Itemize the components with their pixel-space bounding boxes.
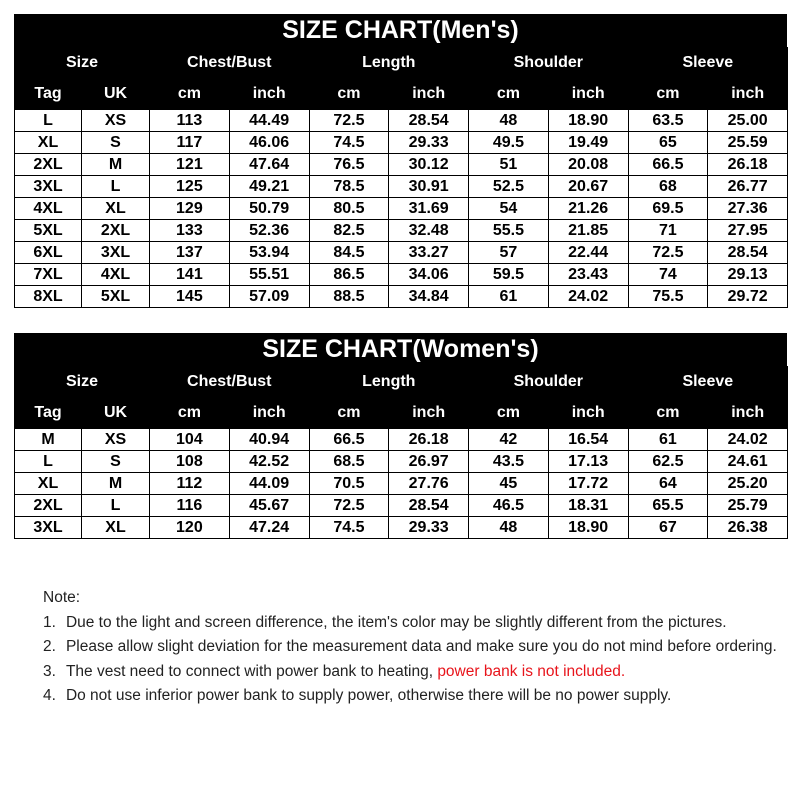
- table-cell: 86.5: [309, 264, 389, 286]
- table-row: [15, 451, 788, 473]
- table-cell: 84.5: [309, 242, 389, 264]
- table-cell: 49.21: [229, 176, 309, 198]
- table-cell: 64: [628, 473, 708, 495]
- table-cell: L: [82, 176, 150, 198]
- table-cell: 72.5: [309, 110, 389, 132]
- note-number: 4.: [43, 687, 56, 704]
- sub-header: cm: [309, 398, 389, 429]
- sub-header: UK: [82, 398, 150, 429]
- table-cell: 52.5: [469, 176, 549, 198]
- table-cell: 61: [628, 429, 708, 451]
- sub-header: Tag: [15, 398, 82, 429]
- group-header-shoulder: Shoulder: [469, 48, 629, 79]
- table-cell: 49.5: [469, 132, 549, 154]
- table-cell: 31.69: [389, 198, 469, 220]
- table-cell: 137: [150, 242, 230, 264]
- table-cell: 20.67: [548, 176, 628, 198]
- table-row: [15, 132, 788, 154]
- sub-header: inch: [708, 79, 788, 110]
- table-cell: L: [15, 110, 82, 132]
- table-cell: 22.44: [548, 242, 628, 264]
- table-cell: 19.49: [548, 132, 628, 154]
- table-cell: 112: [150, 473, 230, 495]
- table-cell: 78.5: [309, 176, 389, 198]
- women-group-header-row: [15, 367, 788, 398]
- table-cell: 4XL: [15, 198, 82, 220]
- table-cell: 113: [150, 110, 230, 132]
- table-cell: 5XL: [82, 286, 150, 308]
- sub-header: inch: [548, 79, 628, 110]
- table-cell: 145: [150, 286, 230, 308]
- sub-header: cm: [469, 398, 549, 429]
- table-cell: 53.94: [229, 242, 309, 264]
- table-cell: 17.13: [548, 451, 628, 473]
- table-cell: 26.77: [708, 176, 788, 198]
- table-cell: 28.54: [708, 242, 788, 264]
- table-cell: S: [82, 451, 150, 473]
- table-cell: 72.5: [309, 495, 389, 517]
- men-table-body: [15, 110, 788, 308]
- table-cell: 129: [150, 198, 230, 220]
- table-cell: 26.97: [389, 451, 469, 473]
- note-warning-text: power bank is not included.: [437, 662, 626, 680]
- group-header-chest: Chest/Bust: [150, 48, 310, 79]
- women-chart-title: SIZE CHART(Women's): [14, 333, 787, 366]
- table-cell: 66.5: [309, 429, 389, 451]
- table-cell: 40.94: [229, 429, 309, 451]
- note-item: [43, 635, 783, 660]
- table-cell: 44.49: [229, 110, 309, 132]
- table-cell: 104: [150, 429, 230, 451]
- sub-header: inch: [229, 79, 309, 110]
- note-number: 1.: [43, 613, 56, 631]
- group-header-shoulder: Shoulder: [469, 367, 629, 398]
- table-cell: 5XL: [15, 220, 82, 242]
- table-cell: 117: [150, 132, 230, 154]
- table-cell: 54: [469, 198, 549, 220]
- table-row: [15, 198, 788, 220]
- table-cell: 21.85: [548, 220, 628, 242]
- sub-header: cm: [150, 79, 230, 110]
- table-cell: 52.36: [229, 220, 309, 242]
- table-cell: XS: [82, 429, 150, 451]
- table-cell: 2XL: [15, 154, 82, 176]
- table-cell: 26.18: [708, 154, 788, 176]
- table-cell: 27.76: [389, 473, 469, 495]
- table-cell: 24.02: [548, 286, 628, 308]
- table-cell: 4XL: [82, 264, 150, 286]
- table-cell: 65.5: [628, 495, 708, 517]
- table-cell: 42.52: [229, 451, 309, 473]
- table-cell: 46.5: [469, 495, 549, 517]
- table-cell: 46.06: [229, 132, 309, 154]
- women-size-chart: [14, 333, 787, 539]
- table-cell: 28.54: [389, 495, 469, 517]
- men-group-header-row: [15, 48, 788, 79]
- table-cell: 6XL: [15, 242, 82, 264]
- note-item: [43, 660, 783, 685]
- men-size-table: [14, 47, 788, 308]
- table-cell: 65: [628, 132, 708, 154]
- table-cell: 26.18: [389, 429, 469, 451]
- table-cell: 23.43: [548, 264, 628, 286]
- table-cell: 44.09: [229, 473, 309, 495]
- table-cell: 2XL: [15, 495, 82, 517]
- table-cell: 18.31: [548, 495, 628, 517]
- table-cell: 66.5: [628, 154, 708, 176]
- table-cell: 61: [469, 286, 549, 308]
- table-cell: 70.5: [309, 473, 389, 495]
- table-cell: 7XL: [15, 264, 82, 286]
- table-cell: 88.5: [309, 286, 389, 308]
- table-cell: 68.5: [309, 451, 389, 473]
- table-cell: 30.91: [389, 176, 469, 198]
- table-cell: 55.51: [229, 264, 309, 286]
- sub-header: cm: [309, 79, 389, 110]
- notes-section: [43, 586, 783, 709]
- table-cell: M: [15, 429, 82, 451]
- table-cell: 116: [150, 495, 230, 517]
- table-cell: 47.64: [229, 154, 309, 176]
- table-cell: 75.5: [628, 286, 708, 308]
- table-row: [15, 110, 788, 132]
- table-cell: 62.5: [628, 451, 708, 473]
- note-number: 2.: [43, 638, 56, 655]
- table-cell: L: [82, 495, 150, 517]
- table-cell: 25.20: [708, 473, 788, 495]
- table-cell: 121: [150, 154, 230, 176]
- group-header-chest: Chest/Bust: [150, 367, 310, 398]
- table-cell: 29.33: [389, 517, 469, 539]
- table-cell: M: [82, 473, 150, 495]
- note-text: Due to the light and screen difference, the item's color may be slightly different from the pictures.: [65, 613, 727, 631]
- table-cell: 45: [469, 473, 549, 495]
- table-cell: 69.5: [628, 198, 708, 220]
- table-cell: XL: [82, 517, 150, 539]
- sub-header: inch: [708, 398, 788, 429]
- table-cell: 33.27: [389, 242, 469, 264]
- table-cell: 68: [628, 176, 708, 198]
- table-cell: 2XL: [82, 220, 150, 242]
- sub-header: UK: [82, 79, 150, 110]
- table-cell: 120: [150, 517, 230, 539]
- table-cell: 20.08: [548, 154, 628, 176]
- table-cell: XL: [15, 473, 82, 495]
- table-cell: 3XL: [15, 176, 82, 198]
- table-row: [15, 220, 788, 242]
- sub-header: inch: [229, 398, 309, 429]
- table-cell: 25.59: [708, 132, 788, 154]
- table-cell: 34.06: [389, 264, 469, 286]
- note-text: Please allow slight deviation for the measurement data and make sure you do not mind before ordering.: [65, 638, 777, 655]
- table-cell: 47.24: [229, 517, 309, 539]
- table-cell: 29.72: [708, 286, 788, 308]
- table-cell: 21.26: [548, 198, 628, 220]
- table-cell: M: [82, 154, 150, 176]
- table-cell: 24.02: [708, 429, 788, 451]
- table-cell: XL: [15, 132, 82, 154]
- table-cell: 50.79: [229, 198, 309, 220]
- table-cell: 28.54: [389, 110, 469, 132]
- table-cell: 3XL: [82, 242, 150, 264]
- group-header-sleeve: Sleeve: [628, 367, 788, 398]
- sub-header: inch: [389, 398, 469, 429]
- table-cell: 27.95: [708, 220, 788, 242]
- table-cell: 74: [628, 264, 708, 286]
- sub-header: cm: [150, 398, 230, 429]
- table-row: [15, 495, 788, 517]
- men-size-chart: [14, 14, 787, 308]
- table-cell: 74.5: [309, 132, 389, 154]
- sub-header: inch: [548, 398, 628, 429]
- table-cell: 63.5: [628, 110, 708, 132]
- group-header-size: Size: [15, 367, 150, 398]
- table-cell: 48: [469, 517, 549, 539]
- note-text: The vest need to connect with power bank to heating,: [65, 662, 438, 680]
- table-row: [15, 264, 788, 286]
- sub-header: cm: [628, 398, 708, 429]
- table-cell: 51: [469, 154, 549, 176]
- table-cell: 3XL: [15, 517, 82, 539]
- table-cell: 27.36: [708, 198, 788, 220]
- group-header-length: Length: [309, 48, 469, 79]
- table-cell: 42: [469, 429, 549, 451]
- note-text: Do not use inferior power bank to supply power, otherwise there will be no power supply.: [65, 687, 672, 704]
- table-cell: 76.5: [309, 154, 389, 176]
- table-cell: 55.5: [469, 220, 549, 242]
- table-row: [15, 154, 788, 176]
- women-table-body: [15, 429, 788, 539]
- group-header-sleeve: Sleeve: [628, 48, 788, 79]
- notes-list: [43, 611, 783, 709]
- table-row: [15, 517, 788, 539]
- note-number: 3.: [43, 662, 56, 680]
- women-sub-header-row: [15, 398, 788, 429]
- men-chart-title: SIZE CHART(Men's): [14, 14, 787, 47]
- table-cell: 29.33: [389, 132, 469, 154]
- table-row: [15, 176, 788, 198]
- table-row: [15, 286, 788, 308]
- notes-heading: Note:: [43, 589, 81, 606]
- table-cell: 45.67: [229, 495, 309, 517]
- table-cell: 141: [150, 264, 230, 286]
- table-cell: 57: [469, 242, 549, 264]
- sub-header: cm: [469, 79, 549, 110]
- women-size-table: [14, 366, 788, 539]
- table-cell: 32.48: [389, 220, 469, 242]
- table-cell: 133: [150, 220, 230, 242]
- table-cell: 59.5: [469, 264, 549, 286]
- table-row: [15, 242, 788, 264]
- sub-header: inch: [389, 79, 469, 110]
- table-cell: L: [15, 451, 82, 473]
- table-cell: XS: [82, 110, 150, 132]
- table-row: [15, 429, 788, 451]
- table-cell: 71: [628, 220, 708, 242]
- table-cell: 74.5: [309, 517, 389, 539]
- group-header-length: Length: [309, 367, 469, 398]
- table-cell: 125: [150, 176, 230, 198]
- group-header-size: Size: [15, 48, 150, 79]
- note-item: [43, 684, 783, 709]
- sub-header: Tag: [15, 79, 82, 110]
- table-cell: 48: [469, 110, 549, 132]
- table-cell: 24.61: [708, 451, 788, 473]
- table-row: [15, 473, 788, 495]
- table-cell: 18.90: [548, 517, 628, 539]
- sub-header: cm: [628, 79, 708, 110]
- table-cell: 34.84: [389, 286, 469, 308]
- table-cell: 72.5: [628, 242, 708, 264]
- note-item: [43, 611, 783, 636]
- table-cell: 25.00: [708, 110, 788, 132]
- table-cell: 25.79: [708, 495, 788, 517]
- table-cell: 17.72: [548, 473, 628, 495]
- table-cell: S: [82, 132, 150, 154]
- table-cell: 18.90: [548, 110, 628, 132]
- men-sub-header-row: [15, 79, 788, 110]
- table-cell: 57.09: [229, 286, 309, 308]
- table-cell: 29.13: [708, 264, 788, 286]
- table-cell: 82.5: [309, 220, 389, 242]
- table-cell: 80.5: [309, 198, 389, 220]
- table-cell: 43.5: [469, 451, 549, 473]
- table-cell: XL: [82, 198, 150, 220]
- table-cell: 16.54: [548, 429, 628, 451]
- table-cell: 26.38: [708, 517, 788, 539]
- table-cell: 108: [150, 451, 230, 473]
- table-cell: 8XL: [15, 286, 82, 308]
- table-cell: 30.12: [389, 154, 469, 176]
- table-cell: 67: [628, 517, 708, 539]
